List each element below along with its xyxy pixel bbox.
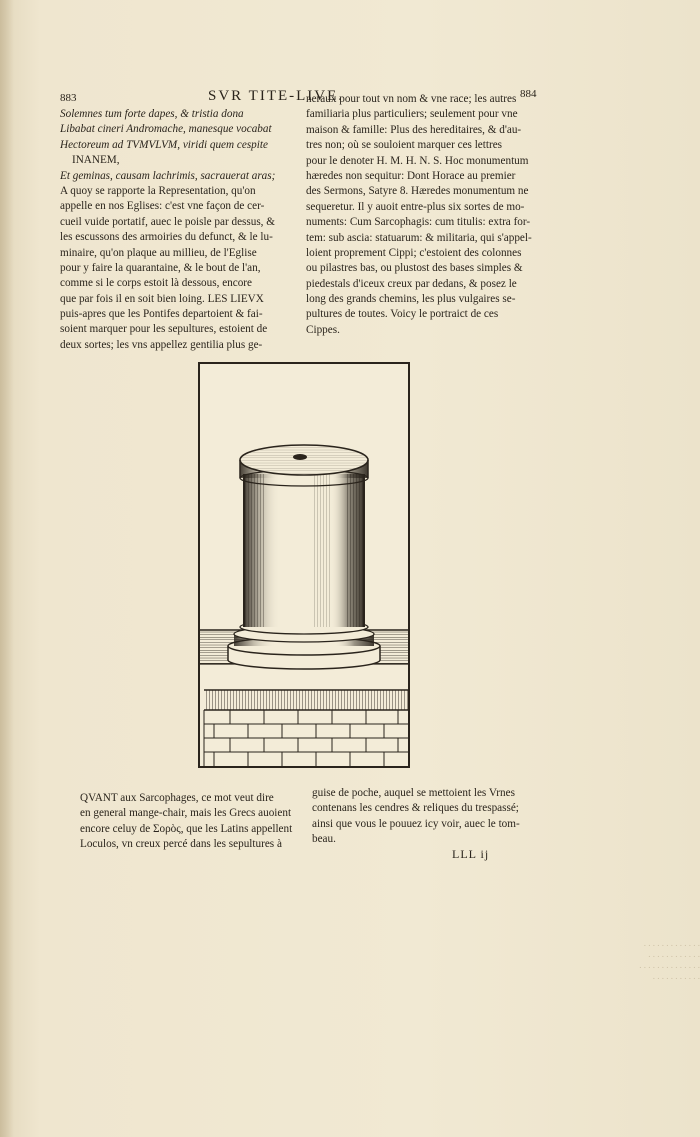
text-line: hæredes non sequitur: Dont Horace au premier [306,169,516,182]
right-text-column [306,92,544,338]
page-number-right: 884 [520,88,537,100]
cippus-illustration [200,364,408,766]
running-title: SVR TITE-LIVE. [208,88,345,104]
text-line: A quoy se rapporte la Representation, qu'on [60,184,256,197]
text-line: pour le denoter H. M. H. N. S. Hoc monumentum [306,154,529,167]
left-text-column [60,107,300,353]
text-line: neraux pour tout vn nom & vne race; les autres [306,93,517,105]
bottom-right-text [312,786,546,848]
text-line: tem: sub ascia: statuarum: & militaria, qui s'appel- [306,231,532,244]
text-line: les escussons des armoiries du defunct, & le lu- [60,231,273,244]
text-line: des Sermons, Satyre 8. Hæredes monumentum ne [306,185,529,198]
text-line: Hectoreum ad TVMVLVM, viridi quem cespite [60,138,268,151]
cippus-engraving [198,362,410,768]
text-line: cueil vuide portatif, auec le poisle par dessus, & [60,215,275,228]
gutter-shadow [0,0,14,1137]
text-line: contenans les cendres & reliques du trespassé; [312,802,519,815]
text-line: beau. [312,833,336,846]
text-line: ainsi que vous le pouuez icy voir, auec le tom- [312,817,520,830]
text-line: pultures de toutes. Voicy le portraict de ces [306,308,499,321]
signature-mark: LLL ij [452,847,490,861]
text-line: soient marquer pour les sepultures, estoient de [60,323,268,336]
bottom-left-text [80,791,304,853]
text-line: Loculos, vn creux percé dans les sepultures à [80,838,282,851]
page-number-left: 883 [60,92,77,104]
text-line: deux sortes; les vns appellez gentilia plus ge- [60,338,263,351]
text-line: Solemnes tum forte dapes, & tristia dona [60,108,244,120]
text-line: sequeretur. Il y auoit entre-plus six sortes de mo- [306,200,525,213]
text-line: Et geminas, causam lachrimis, sacrauerat aras; [60,169,276,182]
text-line: Libabat cineri Andromache, manesque vocabat [60,123,272,136]
column-shaft [244,474,364,627]
text-line: encore celuy de Σορὸς, que les Latins appellent [80,822,293,835]
text-line: numents: Cum Sarcophagis: cum titulis: extra for- [306,216,531,229]
text-line: piedestals d'iceux creux par dedans, & posez le [306,277,517,290]
plinth-band [204,690,408,710]
text-line: pour y faire la quarantaine, & le bout de l'an, [60,261,261,274]
text-line: familiaria plus particuliers; seulement pour vne [306,108,518,121]
brick-wall [204,710,408,766]
text-line: guise de poche, auquel se mettoient les Vrnes [312,787,515,799]
text-line: maison & famille: Plus des hereditaires, & d'au- [306,123,522,136]
urn-opening [293,454,307,460]
column-base [228,620,380,669]
text-line: puis-apres que les Pontifes departoient & fai- [60,308,263,321]
text-line: QVANT aux Sarcophages, ce mot veut dire [80,792,274,804]
text-line: loient proprement Cippi; c'estoient des colonnes [306,246,522,259]
text-line: tres non; où se souloient marquer ces lettres [306,139,503,152]
text-line: ou pilastres bas, ou plustost des bases simples & [306,262,523,275]
text-line: Cippes. [306,323,340,336]
text-line: que par fois il en soit bien loing. LES LIEVX [60,292,264,305]
text-line: comme si le corps estoit là dessous, encore [60,277,253,290]
show-through-text: . . . . . . . . . . . . . . . . . . . . . . . . . . . . . . . . . . . . . . . . . . . . . . . . . . [639,938,700,981]
text-line: appelle en nos Eglises: c'est vne façon de cer- [60,200,265,213]
text-line: INANEM, [72,154,120,167]
text-line: en general mange-chair, mais les Grecs auoient [80,807,292,820]
text-line: minaire, qu'on plaque au millieu, de l'Eglise [60,246,257,259]
text-line: long des grands chemins, les plus vulgaires se- [306,293,516,306]
